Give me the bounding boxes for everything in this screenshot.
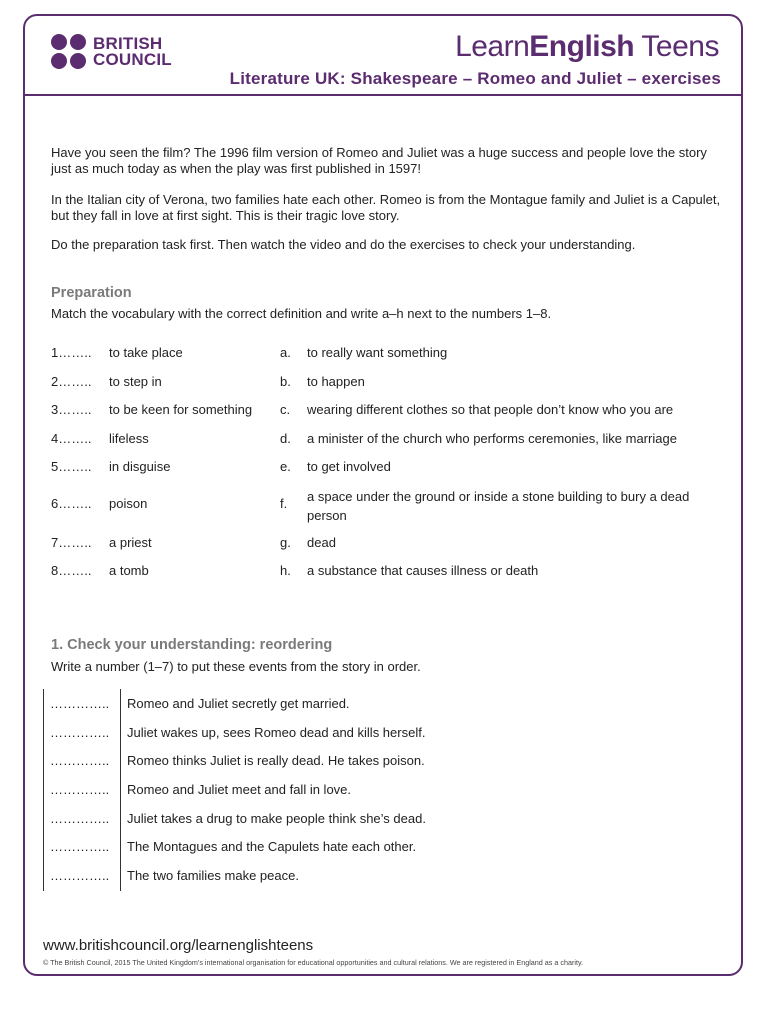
answer-blank[interactable]: ………….. (50, 811, 110, 826)
answer-blank[interactable]: ………….. (50, 753, 110, 768)
table-row (43, 868, 463, 886)
preparation-heading: Preparation (51, 285, 132, 301)
definition-text: wearing different clothes so that people don’t know who you are (307, 402, 674, 417)
vocab-word: poison (109, 496, 148, 511)
org-name-line1: BRITISH (93, 34, 163, 53)
definition-text: a minister of the church who performs ceremonies, like marriage (307, 431, 677, 446)
brand-learn: Learn (455, 30, 530, 63)
vocab-number: 1…….. (51, 345, 92, 360)
table-row (43, 753, 463, 771)
definition-letter: g. (280, 535, 291, 550)
intro-paragraph-2: In the Italian city of Verona, two families hate each other. Romeo is from the Montague family and Juliet is a Capulet, but they fall in love at first sight. This is their tragic love story. (51, 192, 721, 223)
definition-letter: a. (280, 345, 291, 360)
vocab-number: 4…….. (51, 431, 92, 446)
event-text: Juliet takes a drug to make people think she’s dead. (127, 811, 426, 826)
event-text: Romeo thinks Juliet is really dead. He takes poison. (127, 753, 425, 768)
definition-text: dead (307, 535, 336, 550)
exercise1-instruction: Write a number (1–7) to put these events from the story in order. (51, 659, 421, 674)
footer-copyright: © The British Council, 2015 The United Kingdom’s international organisation for educational opportunities and cultural relations. We are registered in England as a charity. (43, 958, 584, 967)
event-text: The Montagues and the Capulets hate each other. (127, 839, 417, 854)
event-text: Romeo and Juliet meet and fall in love. (127, 782, 352, 797)
definition-letter: h. (280, 563, 291, 578)
preparation-instruction: Match the vocabulary with the correct definition and write a–h next to the numbers 1–8. (51, 306, 552, 321)
exercise1-heading: 1. Check your understanding: reordering (51, 637, 333, 653)
vocab-word: to step in (109, 374, 162, 389)
british-council-logo (51, 34, 172, 70)
answer-blank[interactable]: ………….. (50, 725, 110, 740)
answer-blank[interactable]: ………….. (50, 868, 110, 883)
table-row (43, 811, 463, 829)
british-council-dots-icon (51, 34, 89, 70)
vocab-number: 8…….. (51, 563, 92, 578)
document-title: Literature UK: Shakespeare – Romeo and Juliet – exercises (229, 69, 721, 88)
vocab-row (51, 487, 721, 523)
page-header (23, 14, 743, 96)
table-row (43, 839, 463, 857)
definition-text: a substance that causes illness or death (307, 563, 539, 578)
vocab-row (51, 402, 721, 420)
definition-letter: c. (280, 402, 291, 417)
vocab-word: to be keen for something (109, 402, 253, 417)
vocab-word: a tomb (109, 563, 149, 578)
definition-letter: b. (280, 374, 291, 389)
vocab-word: a priest (109, 535, 152, 550)
table-row (43, 782, 463, 800)
event-text: Romeo and Juliet secretly get married. (127, 696, 350, 711)
intro-paragraph-1: Have you seen the film? The 1996 film version of Romeo and Juliet was a huge success and people love the story just as much today as when the play was first published in 1597! (51, 145, 707, 176)
vocab-row (51, 431, 721, 449)
definition-letter: d. (280, 431, 291, 446)
brand-english: English (529, 30, 635, 63)
answer-blank[interactable]: ………….. (50, 696, 110, 711)
brand-teens: Teens (634, 30, 719, 63)
table-row (43, 725, 463, 743)
definition-text: a space under the ground or inside a stone building to bury a dead person (307, 489, 690, 523)
vocab-number: 3…….. (51, 402, 92, 417)
vocab-row (51, 459, 721, 477)
table-row (43, 696, 463, 714)
definition-text: to happen (307, 374, 365, 389)
answer-blank[interactable]: ………….. (50, 782, 110, 797)
vocab-number: 5…….. (51, 459, 92, 474)
vocab-row (51, 374, 721, 392)
vocab-word: in disguise (109, 459, 171, 474)
definition-text: to really want something (307, 345, 448, 360)
event-text: Juliet wakes up, sees Romeo dead and kills herself. (127, 725, 426, 740)
vocab-number: 7…….. (51, 535, 92, 550)
intro-paragraph-3: Do the preparation task first. Then watch the video and do the exercises to check your understanding. (51, 237, 636, 252)
footer-url[interactable]: www.britishcouncil.org/learnenglishteens (43, 937, 314, 954)
vocab-row (51, 563, 721, 581)
learnenglish-teens-logo (455, 30, 719, 64)
vocab-number: 2…….. (51, 374, 92, 389)
definition-text: to get involved (307, 459, 391, 474)
answer-blank[interactable]: ………….. (50, 839, 110, 854)
definition-letter: e. (280, 459, 291, 474)
vocab-row (51, 535, 721, 553)
vocab-number: 6…….. (51, 496, 92, 511)
vocab-word: to take place (109, 345, 183, 360)
event-text: The two families make peace. (127, 868, 299, 883)
vocab-row (51, 345, 721, 363)
definition-letter: f. (280, 496, 288, 511)
org-name-line2: COUNCIL (93, 50, 172, 69)
vocab-word: lifeless (109, 431, 149, 446)
